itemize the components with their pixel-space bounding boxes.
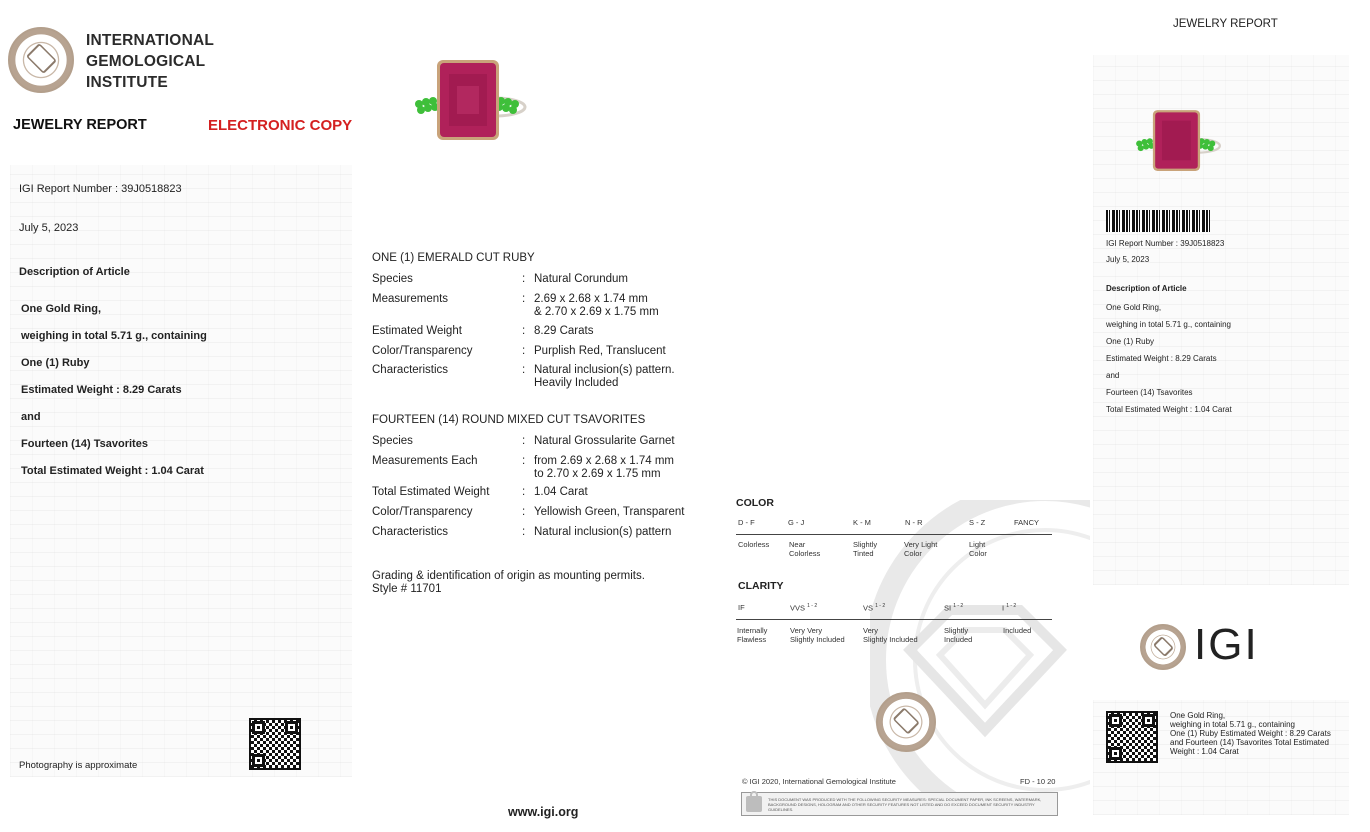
color-grade: K - M: [853, 518, 871, 527]
right-description-line: Estimated Weight : 8.29 Carats: [1106, 354, 1217, 363]
description-heading: Description of Article: [19, 266, 130, 278]
ruby-row-label: Estimated Weight: [372, 325, 462, 337]
clarity-grade: VVS: [790, 603, 806, 613]
brand-line-3: INSTITUTE: [86, 74, 168, 91]
clarity-desc: Very: [863, 626, 879, 635]
tsavorite-row-value: Natural Grossularite Garnet: [534, 435, 675, 447]
ruby-heading: ONE (1) EMERALD CUT RUBY: [372, 252, 535, 264]
copyright: © IGI 2020, International Gemological Institute: [742, 777, 896, 786]
color-desc-2: Colorless: [789, 549, 821, 558]
lock-icon: [746, 796, 762, 812]
description-line: Estimated Weight : 8.29 Carats: [21, 384, 182, 396]
ruby-row-label: Characteristics: [372, 364, 449, 376]
tsavorite-row-value: from 2.69 x 2.68 x 1.74 mm: [534, 455, 674, 467]
photo-note: Photography is approximate: [19, 760, 138, 771]
tsavorite-row: Species : Natural Grossularite Garnet: [372, 435, 712, 455]
color-desc: Slightly: [853, 540, 878, 549]
description-line: Fourteen (14) Tsavorites: [21, 438, 148, 450]
tsavorite-row: Color/Transparency : Yellowish Green, Transparent: [372, 506, 712, 526]
tsavorite-row-value: Natural inclusion(s) pattern: [534, 526, 672, 538]
ruby-row-value: Natural inclusion(s) pattern.: [534, 364, 675, 376]
right-description-line: One Gold Ring,: [1106, 303, 1162, 312]
clarity-grade: I: [1002, 603, 1005, 613]
qr-code-left: [249, 718, 301, 770]
right-report-number: IGI Report Number : 39J0518823: [1106, 239, 1225, 248]
website: www.igi.org: [508, 805, 579, 819]
ring-photo: [405, 52, 535, 144]
tsavorite-row-label: Characteristics: [372, 526, 449, 538]
right-description-line: weighing in total 5.71 g., containing: [1106, 320, 1231, 329]
right-description-line: One (1) Ruby: [1106, 337, 1155, 346]
tsavorite-row-value: Yellowish Green, Transparent: [534, 506, 685, 518]
ruby-row: Characteristics : Natural inclusion(s) pattern. Heavily Included: [372, 364, 702, 396]
top-right-title: JEWELRY REPORT: [1173, 18, 1278, 30]
qr-summary: [1170, 711, 1331, 756]
clarity-desc-2: Flawless: [737, 635, 767, 644]
clarity-grade-sup: 1 - 2: [875, 603, 886, 609]
clarity-grade: IF: [738, 603, 745, 612]
description-line: One (1) Ruby: [21, 357, 90, 369]
electronic-copy-label: ELECTRONIC COPY: [208, 117, 353, 134]
tsavorite-heading: FOURTEEN (14) ROUND MIXED CUT TSAVORITES: [372, 414, 646, 426]
ruby-row-label: Color/Transparency: [372, 345, 473, 357]
ruby-row: Color/Transparency : Purplish Red, Translucent: [372, 345, 702, 364]
right-description-line: Fourteen (14) Tsavorites: [1106, 388, 1193, 397]
tsavorite-row-label: Measurements Each: [372, 455, 478, 467]
ring-photo-thumbnail: [1128, 104, 1228, 174]
ruby-row-value: Purplish Red, Translucent: [534, 345, 666, 357]
tsavorite-row: Characteristics : Natural inclusion(s) pattern: [372, 526, 712, 546]
ruby-row-value-2: Heavily Included: [534, 377, 619, 389]
qr-summary-line: and Fourteen (14) Tsavorites Total Estimated: [1170, 738, 1329, 747]
igi-logo-text: IGI: [1194, 620, 1259, 669]
qr-summary-line: One Gold Ring,: [1170, 711, 1226, 720]
barcode: [1106, 210, 1210, 232]
tsavorite-details: [372, 435, 712, 546]
clarity-desc-2: Slightly Included: [863, 635, 918, 644]
tsavorite-row: Measurements Each : from 2.69 x 2.68 x 1.74 mm to 2.70 x 2.69 x 1.75 mm: [372, 455, 712, 486]
description-line: and: [21, 411, 41, 423]
clarity-grade-sup: 1 - 2: [807, 603, 818, 609]
color-desc: Very Light: [904, 540, 938, 549]
tsavorite-row-label: Total Estimated Weight: [372, 486, 490, 498]
color-desc-2: Color: [904, 549, 922, 558]
color-grades: [738, 518, 1058, 532]
tsavorite-row-value-2: to 2.70 x 2.69 x 1.75 mm: [534, 468, 661, 480]
description-line: weighing in total 5.71 g., containing: [21, 330, 207, 342]
color-desc-2: Color: [969, 549, 987, 558]
report-number: IGI Report Number : 39J0518823: [19, 183, 182, 195]
ruby-row-value-2: & 2.70 x 2.69 x 1.75 mm: [534, 306, 659, 318]
clarity-scale-divider: [736, 619, 1052, 620]
clarity-grades: [738, 600, 1058, 616]
tsavorite-row-label: Color/Transparency: [372, 506, 473, 518]
clarity-descriptions: [737, 626, 1057, 650]
color-grade: N - R: [905, 518, 923, 527]
ruby-row-label: Species: [372, 273, 413, 285]
description-list: [21, 303, 207, 492]
color-desc: Light: [969, 540, 986, 549]
qr-summary-line: One (1) Ruby Estimated Weight : 8.29 Carats: [1170, 729, 1331, 738]
brand-line-1: INTERNATIONAL: [86, 32, 215, 49]
right-description-line: Total Estimated Weight : 1.04 Carat: [1106, 405, 1232, 414]
right-description-list: [1106, 303, 1232, 422]
color-desc: Colorless: [738, 540, 770, 549]
color-desc: Near: [789, 540, 806, 549]
security-strip: [741, 792, 1058, 816]
ruby-row: Estimated Weight : 8.29 Carats: [372, 325, 702, 345]
igi-logo-seal: [1140, 624, 1186, 670]
right-description-heading: Description of Article: [1106, 284, 1187, 293]
ruby-row: Measurements : 2.69 x 2.68 x 1.74 mm & 2.70 x 2.69 x 1.75 mm: [372, 293, 702, 325]
right-description-line: and: [1106, 371, 1120, 380]
clarity-desc: Slightly: [944, 626, 969, 635]
color-grade: G - J: [788, 518, 805, 527]
clarity-grade-sup: 1 - 2: [953, 603, 964, 609]
igi-logo: [1140, 620, 1270, 672]
ruby-row-value: 8.29 Carats: [534, 325, 594, 337]
security-text: THIS DOCUMENT WAS PRODUCED WITH THE FOLLOWING SECURITY MEASURES: SPECIAL DOCUMENT PAPER, INK SCREENS, WATERMARK, BACKGROUND DESIGNS, HOLOGRAM AND OTHER SECURITY FEATURES NOT LISTED AND DO EXCEED DOCUMENT SECURITY INDUSTRY GUIDELINES.: [768, 796, 1042, 812]
style-number: Style # 11701: [372, 583, 442, 595]
form-code: FD - 10 20: [1020, 777, 1056, 786]
ruby-row-label: Measurements: [372, 293, 449, 305]
brand-line-2: GEMOLOGICAL: [86, 53, 206, 70]
grading-note: Grading & identification of origin as mounting permits.: [372, 570, 645, 582]
clarity-desc: Included: [1003, 626, 1032, 635]
color-grade: FANCY: [1014, 518, 1040, 527]
tsavorite-row: Total Estimated Weight : 1.04 Carat: [372, 486, 712, 506]
report-title: JEWELRY REPORT: [13, 117, 147, 133]
color-grade: D - F: [738, 518, 755, 527]
igi-seal-footer: [876, 692, 936, 752]
color-scale-title: COLOR: [736, 497, 774, 509]
report-date: July 5, 2023: [19, 222, 79, 234]
clarity-desc: Very Very: [790, 626, 823, 635]
tsavorite-row-value: 1.04 Carat: [534, 486, 588, 498]
ruby-row-value: 2.69 x 2.68 x 1.74 mm: [534, 293, 648, 305]
color-grade: S - Z: [969, 518, 986, 527]
clarity-grade: SI: [944, 603, 952, 613]
clarity-scale-title: CLARITY: [738, 580, 784, 592]
clarity-grade: VS: [863, 603, 874, 613]
tsavorite-row-label: Species: [372, 435, 413, 447]
color-scale-divider: [736, 534, 1052, 535]
description-line: Total Estimated Weight : 1.04 Carat: [21, 465, 204, 477]
clarity-desc-2: Slightly Included: [790, 635, 845, 644]
color-desc-2: Tinted: [853, 549, 874, 558]
qr-summary-line: Weight : 1.04 Carat: [1170, 747, 1239, 756]
ruby-row-value: Natural Corundum: [534, 273, 628, 285]
ruby-row: Species : Natural Corundum: [372, 273, 702, 293]
description-line: One Gold Ring,: [21, 303, 102, 315]
igi-seal-logo: [8, 27, 74, 93]
qr-summary-line: weighing in total 5.71 g., containing: [1170, 720, 1295, 729]
clarity-desc-2: Included: [944, 635, 973, 644]
qr-code-right: [1106, 711, 1158, 763]
ruby-details: [372, 273, 702, 396]
color-descriptions: [738, 540, 1058, 564]
clarity-grade-sup: 1 - 2: [1006, 603, 1017, 609]
clarity-desc: Internally: [737, 626, 768, 635]
right-report-date: July 5, 2023: [1106, 255, 1150, 264]
brand-name: [86, 30, 214, 93]
